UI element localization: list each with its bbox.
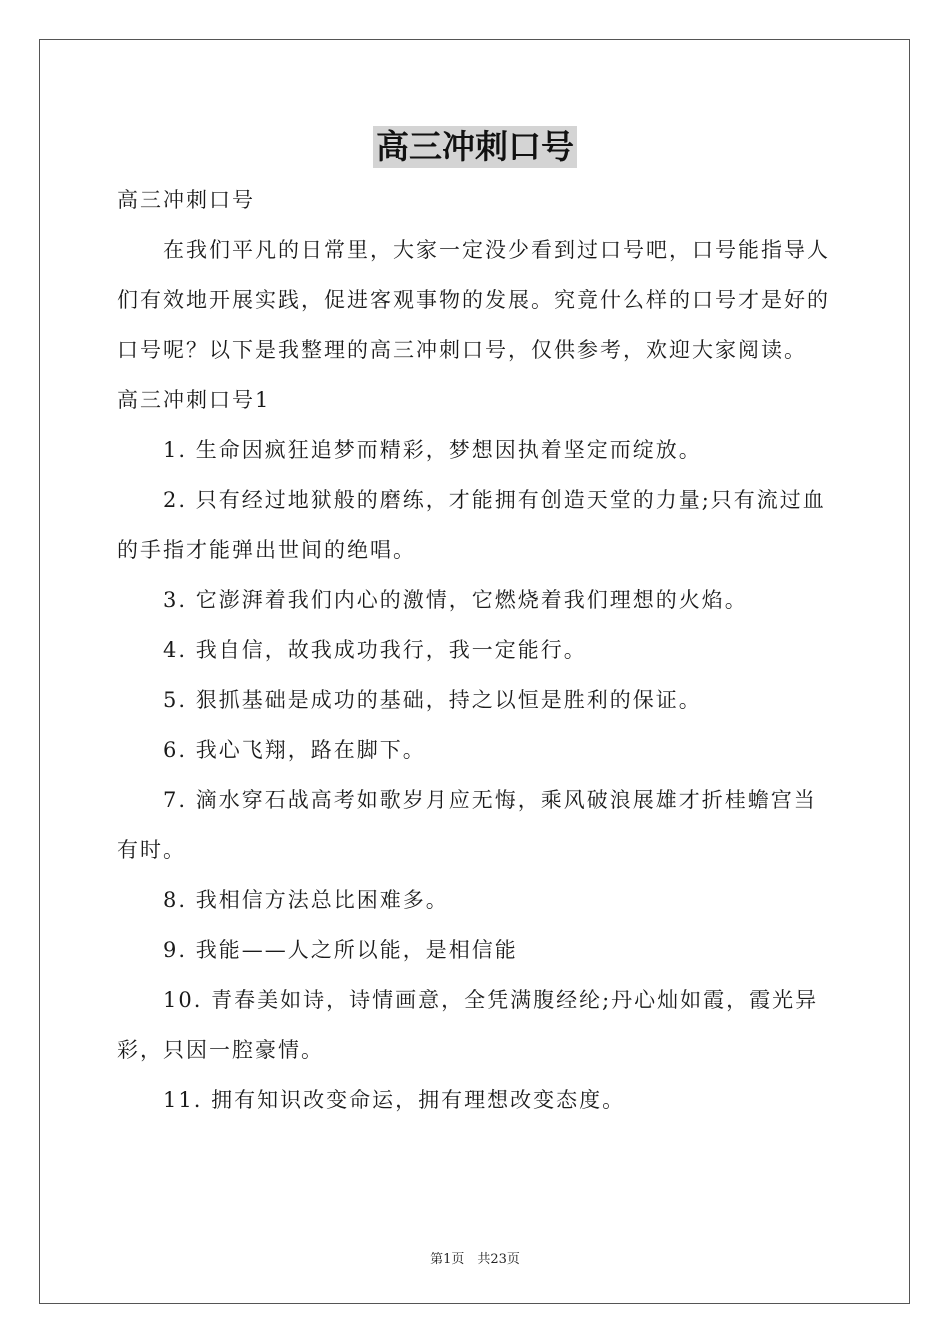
slogan-item: 10. 青春美如诗，诗情画意，全凭满腹经纶;丹心灿如霞，霞光异彩，只因一腔豪情。 [117,988,819,1062]
slogan-item: 8. 我相信方法总比困难多。 [163,888,449,912]
slogan-item: 4. 我自信，故我成功我行，我一定能行。 [163,638,587,662]
slogan-item: 2. 只有经过地狱般的磨练，才能拥有创造天堂的力量;只有流过血的手指才能弹出世间的绝唱。 [117,488,826,562]
subtitle: 高三冲刺口号 [117,188,255,212]
slogan-item: 11. 拥有知识改变命运，拥有理想改变态度。 [163,1088,626,1112]
document-title: 高三冲刺口号 [373,126,577,168]
slogan-item: 5. 狠抓基础是成功的基础，持之以恒是胜利的保证。 [163,688,702,712]
document-body [117,175,833,1125]
slogan-item: 6. 我心飞翔，路在脚下。 [163,738,426,762]
slogan-item: 1. 生命因疯狂追梦而精彩，梦想因执着坚定而绽放。 [163,438,702,462]
slogan-item: 7. 滴水穿石战高考如歌岁月应无悔，乘风破浪展雄才折桂蟾宫当有时。 [117,788,817,862]
title-container [0,126,950,168]
section-heading: 高三冲刺口号1 [117,388,271,412]
slogan-item: 3. 它澎湃着我们内心的激情，它燃烧着我们理想的火焰。 [163,588,748,612]
slogan-item: 9. 我能——人之所以能，是相信能 [163,938,518,962]
page-footer: 第1页 共23页 [430,1252,520,1267]
intro-paragraph: 在我们平凡的日常里，大家一定没少看到过口号吧，口号能指导人们有效地开展实践，促进客观事物的发展。究竟什么样的口号才是好的口号呢？以下是我整理的高三冲刺口号，仅供参考，欢迎大家阅读。 [117,238,830,362]
